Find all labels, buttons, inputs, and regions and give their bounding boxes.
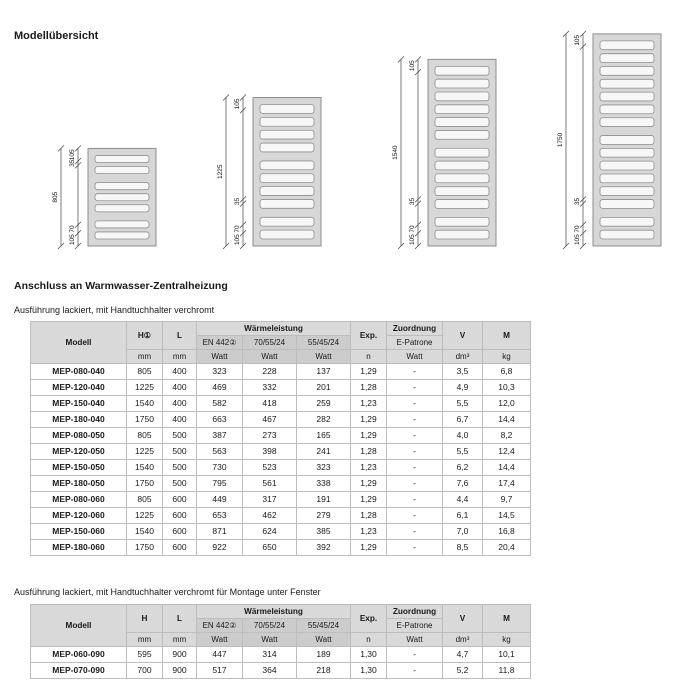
radiator-slot — [600, 136, 654, 145]
table1-body — [31, 364, 531, 556]
col-header-70-55-24: 70/55/24 — [243, 336, 297, 350]
value-cell: 191 — [297, 492, 351, 508]
value-cell: 1225 — [127, 508, 163, 524]
table2-header — [31, 605, 531, 647]
radiator-slot — [95, 205, 149, 212]
value-cell: 563 — [197, 444, 243, 460]
value-cell: - — [387, 508, 443, 524]
value-cell: 1,29 — [351, 492, 387, 508]
model-cell: MEP-080-040 — [31, 364, 127, 380]
value-cell: 323 — [197, 364, 243, 380]
table-row — [31, 364, 531, 380]
model-cell: MEP-060-090 — [31, 647, 127, 663]
value-cell: 4,9 — [443, 380, 483, 396]
value-cell: 462 — [243, 508, 297, 524]
value-cell: 165 — [297, 428, 351, 444]
value-cell: 795 — [197, 476, 243, 492]
radiator-slot — [260, 230, 314, 239]
value-cell: - — [387, 647, 443, 663]
model-cell: MEP-080-060 — [31, 492, 127, 508]
value-cell: 7,6 — [443, 476, 483, 492]
radiator-slot — [600, 118, 654, 127]
value-cell: 922 — [197, 540, 243, 556]
unit-watt: Watt — [297, 350, 351, 364]
table-row — [31, 647, 531, 663]
radiator-slot — [600, 187, 654, 196]
value-cell: 561 — [243, 476, 297, 492]
radiator-slot — [600, 217, 654, 226]
value-cell: - — [387, 412, 443, 428]
value-cell: 8,2 — [483, 428, 531, 444]
section-heading: Anschluss an Warmwasser-Zentralheizung — [14, 280, 228, 292]
value-cell: - — [387, 663, 443, 679]
value-cell: 9,7 — [483, 492, 531, 508]
dimension-label: 70 — [234, 225, 241, 233]
value-cell: 314 — [243, 647, 297, 663]
col-header-exp: Exp. — [351, 605, 387, 633]
radiator-slot — [600, 41, 654, 50]
value-cell: 1750 — [127, 412, 163, 428]
model-cell: MEP-150-050 — [31, 460, 127, 476]
radiator-slot — [95, 194, 149, 201]
value-cell: 4,4 — [443, 492, 483, 508]
unit-n: n — [351, 350, 387, 364]
unit-mm: mm — [163, 633, 197, 647]
value-cell: 1,23 — [351, 524, 387, 540]
value-cell: 6,8 — [483, 364, 531, 380]
col-header-70-55-24: 70/55/24 — [243, 619, 297, 633]
table1-subtitle: Ausführung lackiert, mit Handtuchhalter verchromt — [14, 305, 215, 315]
radiator-slot — [600, 161, 654, 170]
radiator-slot — [435, 187, 489, 196]
value-cell: 467 — [243, 412, 297, 428]
value-cell: 17,4 — [483, 476, 531, 492]
value-cell: 871 — [197, 524, 243, 540]
value-cell: - — [387, 380, 443, 396]
table-row — [31, 476, 531, 492]
table-row — [31, 380, 531, 396]
dimension-label: 105 — [409, 234, 416, 246]
value-cell: 323 — [297, 460, 351, 476]
value-cell: 332 — [243, 380, 297, 396]
unit-mm: mm — [163, 350, 197, 364]
value-cell: 447 — [197, 647, 243, 663]
col-header-modell: Modell — [31, 605, 127, 647]
value-cell: 279 — [297, 508, 351, 524]
value-cell: - — [387, 460, 443, 476]
unit-watt: Watt — [387, 350, 443, 364]
col-header-l: L — [163, 605, 197, 633]
value-cell: 500 — [163, 460, 197, 476]
radiator-figure — [392, 56, 496, 249]
value-cell: 3,5 — [443, 364, 483, 380]
col-header-h: H — [127, 605, 163, 633]
radiator-slot — [600, 230, 654, 239]
value-cell: 392 — [297, 540, 351, 556]
radiator-slot — [435, 92, 489, 101]
dimension-label: 35 — [69, 159, 76, 167]
value-cell: 7,0 — [443, 524, 483, 540]
unit-n: n — [351, 633, 387, 647]
dimension-label: 105 — [234, 98, 241, 110]
value-cell: 1540 — [127, 460, 163, 476]
value-cell: 1,29 — [351, 540, 387, 556]
value-cell: 1225 — [127, 380, 163, 396]
col-header-h: H① — [127, 322, 163, 350]
col-header-m: M — [483, 605, 531, 633]
radiator-slot — [95, 221, 149, 228]
dimension-label: 105 — [69, 234, 76, 246]
value-cell: 201 — [297, 380, 351, 396]
col-header-v: V — [443, 322, 483, 350]
value-cell: 523 — [243, 460, 297, 476]
col-header-epatrone: E-Patrone — [387, 336, 443, 350]
value-cell: 1,28 — [351, 444, 387, 460]
overall-height-label: 1750 — [557, 132, 564, 148]
value-cell: 387 — [197, 428, 243, 444]
value-cell: 805 — [127, 364, 163, 380]
model-cell: MEP-180-060 — [31, 540, 127, 556]
value-cell: 1,30 — [351, 663, 387, 679]
value-cell: 600 — [163, 524, 197, 540]
spec-table-2 — [30, 604, 531, 679]
col-header-modell: Modell — [31, 322, 127, 364]
col-header-55-45-24: 55/45/24 — [297, 619, 351, 633]
unit-watt: Watt — [243, 350, 297, 364]
radiator-slot — [435, 130, 489, 139]
value-cell: 517 — [197, 663, 243, 679]
value-cell: 1,30 — [351, 647, 387, 663]
value-cell: 228 — [243, 364, 297, 380]
value-cell: 14,5 — [483, 508, 531, 524]
radiator-figure — [52, 145, 156, 249]
table2-subtitle: Ausführung lackiert, mit Handtuchhalter verchromt für Montage unter Fenster — [14, 587, 321, 597]
unit-mm: mm — [127, 633, 163, 647]
value-cell: 600 — [163, 492, 197, 508]
value-cell: 282 — [297, 412, 351, 428]
value-cell: - — [387, 524, 443, 540]
col-header-v: V — [443, 605, 483, 633]
value-cell: 12,0 — [483, 396, 531, 412]
table-row — [31, 412, 531, 428]
radiator-figure — [217, 95, 321, 249]
overall-height-label: 1540 — [392, 145, 399, 160]
col-header-55-45-24: 55/45/24 — [297, 336, 351, 350]
table-row — [31, 460, 531, 476]
radiator-slot — [260, 130, 314, 139]
model-cell: MEP-070-090 — [31, 663, 127, 679]
value-cell: 418 — [243, 396, 297, 412]
dimension-label: 35 — [409, 197, 416, 206]
table-row — [31, 508, 531, 524]
value-cell: 805 — [127, 492, 163, 508]
unit-watt: Watt — [197, 633, 243, 647]
radiator-slot — [435, 230, 489, 239]
radiator-slot — [435, 148, 489, 157]
value-cell: 20,4 — [483, 540, 531, 556]
radiator-slot — [600, 148, 654, 157]
value-cell: 1,29 — [351, 476, 387, 492]
unit-kg: kg — [483, 350, 531, 364]
value-cell: 582 — [197, 396, 243, 412]
value-cell: 500 — [163, 428, 197, 444]
value-cell: 1225 — [127, 444, 163, 460]
value-cell: 700 — [127, 663, 163, 679]
radiator-slot — [435, 118, 489, 127]
value-cell: - — [387, 428, 443, 444]
value-cell: - — [387, 540, 443, 556]
dimension-label: 70 — [69, 225, 76, 233]
radiator-slot — [600, 174, 654, 183]
overall-height-label: 1225 — [217, 164, 224, 179]
unit-watt: Watt — [387, 633, 443, 647]
value-cell: 600 — [163, 508, 197, 524]
unit-kg: kg — [483, 633, 531, 647]
value-cell: 900 — [163, 663, 197, 679]
radiator-slot — [95, 155, 149, 162]
value-cell: 8,5 — [443, 540, 483, 556]
table1-header — [31, 322, 531, 364]
radiator-slot — [600, 105, 654, 114]
col-header-l: L — [163, 322, 197, 350]
radiator-slot — [600, 54, 654, 63]
value-cell: 1540 — [127, 524, 163, 540]
col-header-en442: EN 442② — [197, 619, 243, 633]
dimension-label: 105 — [234, 234, 241, 246]
radiator-slot — [435, 105, 489, 114]
unit-watt: Watt — [243, 633, 297, 647]
radiator-slot — [260, 143, 314, 152]
value-cell: 385 — [297, 524, 351, 540]
dimension-label: 35 — [574, 197, 581, 206]
value-cell: 1,28 — [351, 380, 387, 396]
value-cell: 469 — [197, 380, 243, 396]
value-cell: 6,7 — [443, 412, 483, 428]
col-header-waermeleistung: Wärmeleistung — [197, 605, 351, 619]
model-cell: MEP-120-040 — [31, 380, 127, 396]
value-cell: 14,4 — [483, 412, 531, 428]
spec-table-1 — [30, 321, 531, 556]
value-cell: 10,3 — [483, 380, 531, 396]
model-cell: MEP-180-050 — [31, 476, 127, 492]
model-cell: MEP-120-050 — [31, 444, 127, 460]
table-row — [31, 428, 531, 444]
col-header-zuordnung: Zuordnung — [387, 605, 443, 619]
dimension-label: 70 — [409, 225, 416, 233]
radiator-slot — [260, 161, 314, 170]
value-cell: 241 — [297, 444, 351, 460]
value-cell: 5,5 — [443, 444, 483, 460]
radiator-slot — [260, 105, 314, 114]
value-cell: 273 — [243, 428, 297, 444]
model-cell: MEP-150-060 — [31, 524, 127, 540]
unit-mm: mm — [127, 350, 163, 364]
radiator-slot — [600, 200, 654, 209]
value-cell: 6,2 — [443, 460, 483, 476]
dimension-label: 105 — [409, 60, 416, 72]
table-row — [31, 663, 531, 679]
radiator-slot — [260, 187, 314, 196]
unit-watt: Watt — [297, 633, 351, 647]
value-cell: 400 — [163, 364, 197, 380]
value-cell: 6,1 — [443, 508, 483, 524]
value-cell: 650 — [243, 540, 297, 556]
radiator-slot — [260, 199, 314, 208]
radiator-slot — [435, 174, 489, 183]
table-row — [31, 540, 531, 556]
value-cell: 653 — [197, 508, 243, 524]
value-cell: 4,0 — [443, 428, 483, 444]
table-row — [31, 524, 531, 540]
value-cell: 400 — [163, 380, 197, 396]
radiator-slot — [600, 79, 654, 88]
unit-watt: Watt — [197, 350, 243, 364]
value-cell: 5,5 — [443, 396, 483, 412]
col-header-exp: Exp. — [351, 322, 387, 350]
value-cell: - — [387, 492, 443, 508]
model-cell: MEP-180-040 — [31, 412, 127, 428]
value-cell: 1,29 — [351, 428, 387, 444]
col-header-waermeleistung: Wärmeleistung — [197, 322, 351, 336]
value-cell: 1750 — [127, 540, 163, 556]
value-cell: - — [387, 396, 443, 412]
value-cell: 1750 — [127, 476, 163, 492]
radiator-slot — [260, 117, 314, 126]
value-cell: 1,23 — [351, 460, 387, 476]
value-cell: 595 — [127, 647, 163, 663]
table-row — [31, 444, 531, 460]
value-cell: 338 — [297, 476, 351, 492]
value-cell: 500 — [163, 476, 197, 492]
value-cell: 400 — [163, 396, 197, 412]
value-cell: 449 — [197, 492, 243, 508]
radiator-figure — [557, 31, 661, 249]
value-cell: 259 — [297, 396, 351, 412]
radiator-slot — [600, 67, 654, 76]
model-cell: MEP-120-060 — [31, 508, 127, 524]
value-cell: 317 — [243, 492, 297, 508]
overall-height-label: 805 — [52, 191, 59, 203]
radiator-slot — [435, 66, 489, 75]
dimension-label: 105 — [69, 149, 76, 161]
dimension-label: 70 — [574, 225, 581, 233]
value-cell: 1,29 — [351, 364, 387, 380]
table2-body — [31, 647, 531, 679]
value-cell: 900 — [163, 647, 197, 663]
value-cell: 1,23 — [351, 396, 387, 412]
value-cell: 5,2 — [443, 663, 483, 679]
value-cell: 1,29 — [351, 412, 387, 428]
dimension-label: 105 — [574, 234, 581, 246]
radiator-slot — [435, 79, 489, 88]
value-cell: 189 — [297, 647, 351, 663]
col-header-zuordnung: Zuordnung — [387, 322, 443, 336]
unit-dm3: dm³ — [443, 633, 483, 647]
value-cell: 218 — [297, 663, 351, 679]
col-header-en442: EN 442② — [197, 336, 243, 350]
radiator-slot — [435, 161, 489, 170]
table-row — [31, 396, 531, 412]
model-cell: MEP-150-040 — [31, 396, 127, 412]
col-header-m: M — [483, 322, 531, 350]
unit-dm3: dm³ — [443, 350, 483, 364]
dimension-label: 105 — [574, 34, 581, 46]
radiator-slot — [95, 232, 149, 239]
col-header-epatrone: E-Patrone — [387, 619, 443, 633]
value-cell: 10,1 — [483, 647, 531, 663]
value-cell: 4,7 — [443, 647, 483, 663]
value-cell: 12,4 — [483, 444, 531, 460]
table-row — [31, 492, 531, 508]
value-cell: 137 — [297, 364, 351, 380]
value-cell: 663 — [197, 412, 243, 428]
dimension-label: 35 — [234, 197, 241, 206]
radiator-slot — [95, 183, 149, 190]
value-cell: - — [387, 444, 443, 460]
value-cell: - — [387, 364, 443, 380]
value-cell: 1,28 — [351, 508, 387, 524]
value-cell: 805 — [127, 428, 163, 444]
value-cell: 16,8 — [483, 524, 531, 540]
value-cell: 11,8 — [483, 663, 531, 679]
radiator-slot — [435, 200, 489, 209]
value-cell: 624 — [243, 524, 297, 540]
value-cell: 398 — [243, 444, 297, 460]
radiator-slot — [260, 174, 314, 183]
radiator-slot — [600, 92, 654, 101]
value-cell: 500 — [163, 444, 197, 460]
value-cell: 730 — [197, 460, 243, 476]
value-cell: 14,4 — [483, 460, 531, 476]
page-title: Modellübersicht — [14, 30, 99, 42]
value-cell: 600 — [163, 540, 197, 556]
value-cell: 1540 — [127, 396, 163, 412]
value-cell: 364 — [243, 663, 297, 679]
radiator-slot — [260, 217, 314, 226]
model-overview-figure — [0, 26, 700, 258]
value-cell: - — [387, 476, 443, 492]
radiator-slot — [95, 167, 149, 174]
value-cell: 400 — [163, 412, 197, 428]
radiator-slot — [435, 217, 489, 226]
model-cell: MEP-080-050 — [31, 428, 127, 444]
